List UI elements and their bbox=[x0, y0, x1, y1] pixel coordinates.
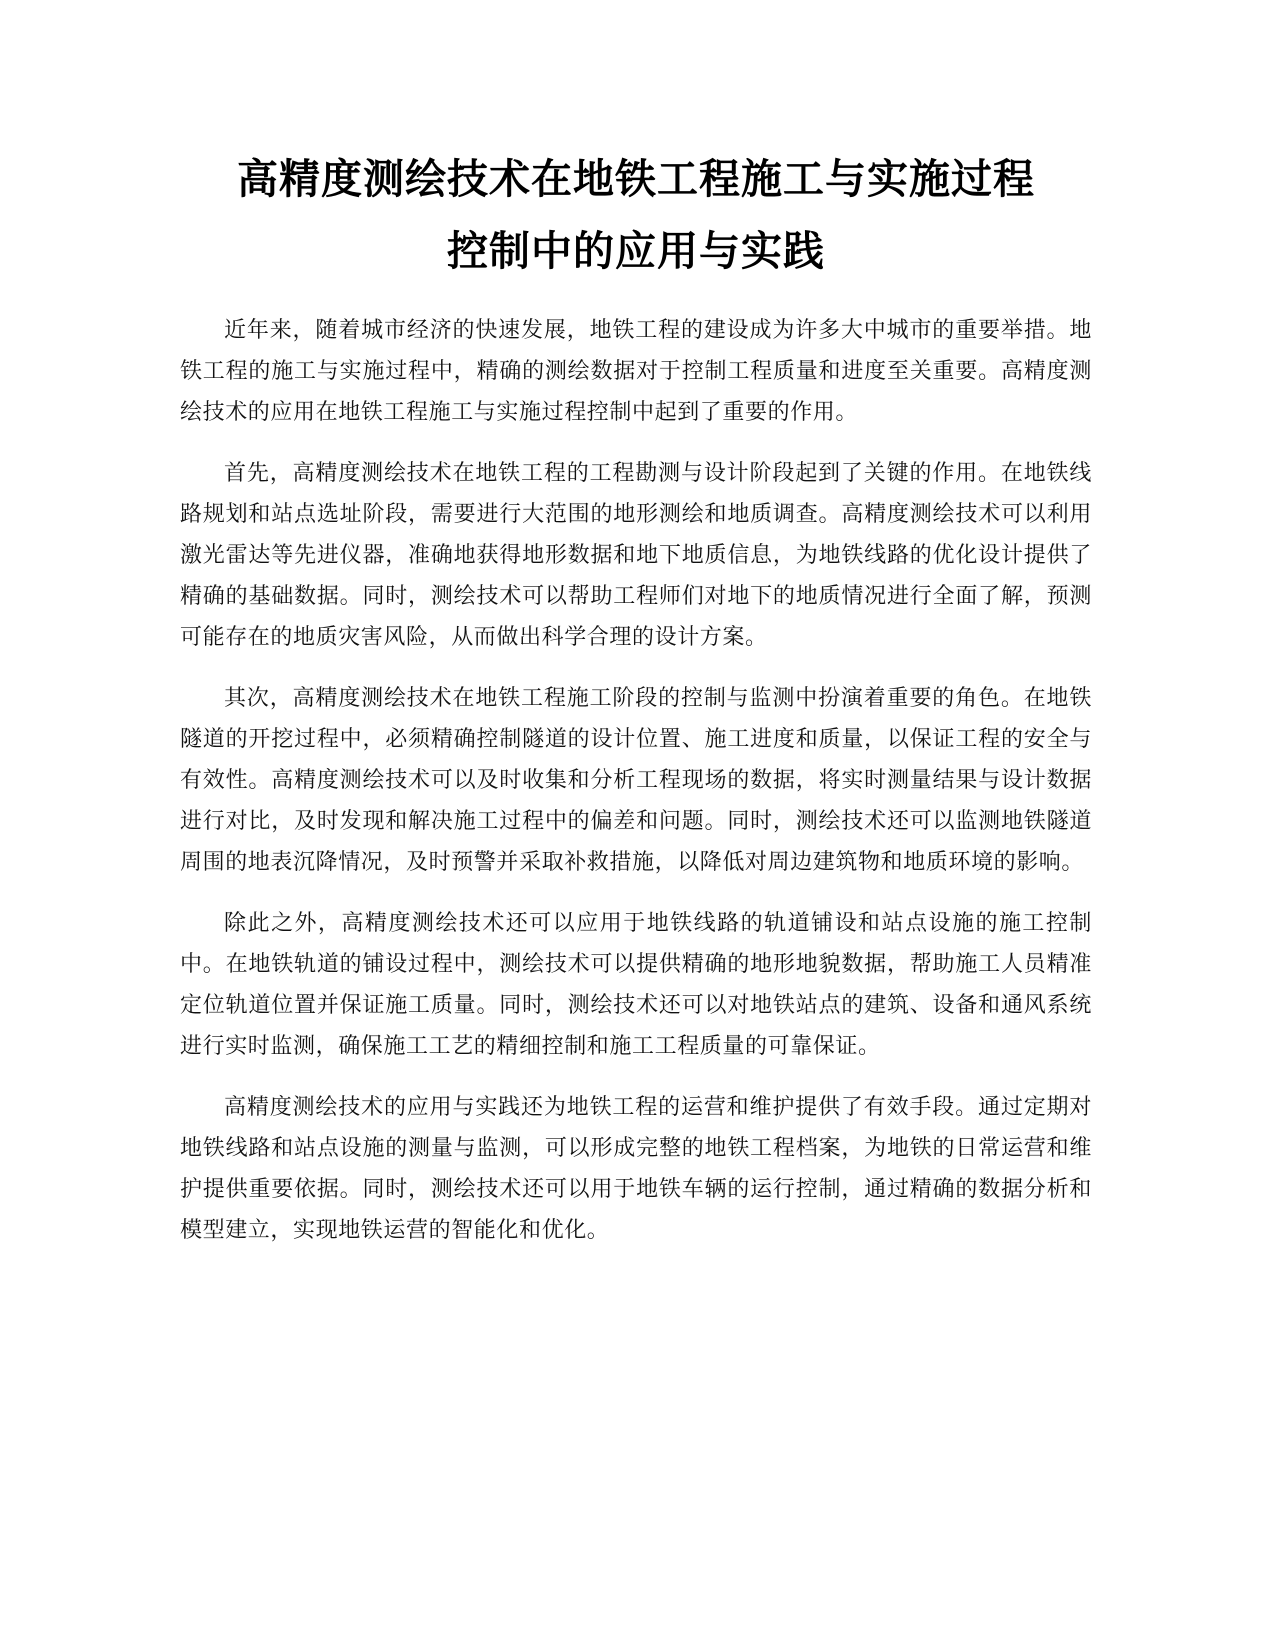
title-line-2: 控制中的应用与实践 bbox=[447, 227, 825, 275]
paragraph-5: 高精度测绘技术的应用与实践还为地铁工程的运营和维护提供了有效手段。通过定期对地铁线路和站点设施的测量与监测，可以形成完整的地铁工程档案，为地铁的日常运营和维护提供重要依据。同时，测绘技术还可以用于地铁车辆的运行控制，通过精确的数据分析和模型建立，实现地铁运营的智能化和优化。 bbox=[180, 1095, 1092, 1243]
paragraph-1: 近年来，随着城市经济的快速发展，地铁工程的建设成为许多大中城市的重要举措。地铁工程的施工与实施过程中，精确的测绘数据对于控制工程质量和进度至关重要。高精度测绘技术的应用在地铁工程施工与实施过程控制中起到了重要的作用。 bbox=[180, 318, 1092, 425]
title-line-1: 高精度测绘技术在地铁工程施工与实施过程 bbox=[237, 155, 1035, 203]
paragraph-3: 其次，高精度测绘技术在地铁工程施工阶段的控制与监测中扮演着重要的角色。在地铁隧道的开挖过程中，必须精确控制隧道的设计位置、施工进度和质量，以保证工程的安全与有效性。高精度测绘技术可以及时收集和分析工程现场的数据，将实时测量结果与设计数据进行对比，及时发现和解决施工过程中的偏差和问题。同时，测绘技术还可以监测地铁隧道周围的地表沉降情况，及时预警并采取补救措施，以降低对周边建筑物和地质环境的影响。 bbox=[180, 686, 1092, 875]
document-title bbox=[180, 143, 1092, 287]
document-page bbox=[180, 143, 1092, 1271]
paragraph-2: 首先，高精度测绘技术在地铁工程的工程勘测与设计阶段起到了关键的作用。在地铁线路规划和站点选址阶段，需要进行大范围的地形测绘和地质调查。高精度测绘技术可以利用激光雷达等先进仪器，准确地获得地形数据和地下地质信息，为地铁线路的优化设计提供了精确的基础数据。同时，测绘技术可以帮助工程师们对地下的地质情况进行全面了解，预测可能存在的地质灾害风险，从而做出科学合理的设计方案。 bbox=[180, 461, 1092, 650]
document-body bbox=[180, 310, 1092, 1251]
paragraph-4: 除此之外，高精度测绘技术还可以应用于地铁线路的轨道铺设和站点设施的施工控制中。在地铁轨道的铺设过程中，测绘技术可以提供精确的地形地貌数据，帮助施工人员精准定位轨道位置并保证施工质量。同时，测绘技术还可以对地铁站点的建筑、设备和通风系统进行实时监测，确保施工工艺的精细控制和施工工程质量的可靠保证。 bbox=[180, 911, 1092, 1059]
